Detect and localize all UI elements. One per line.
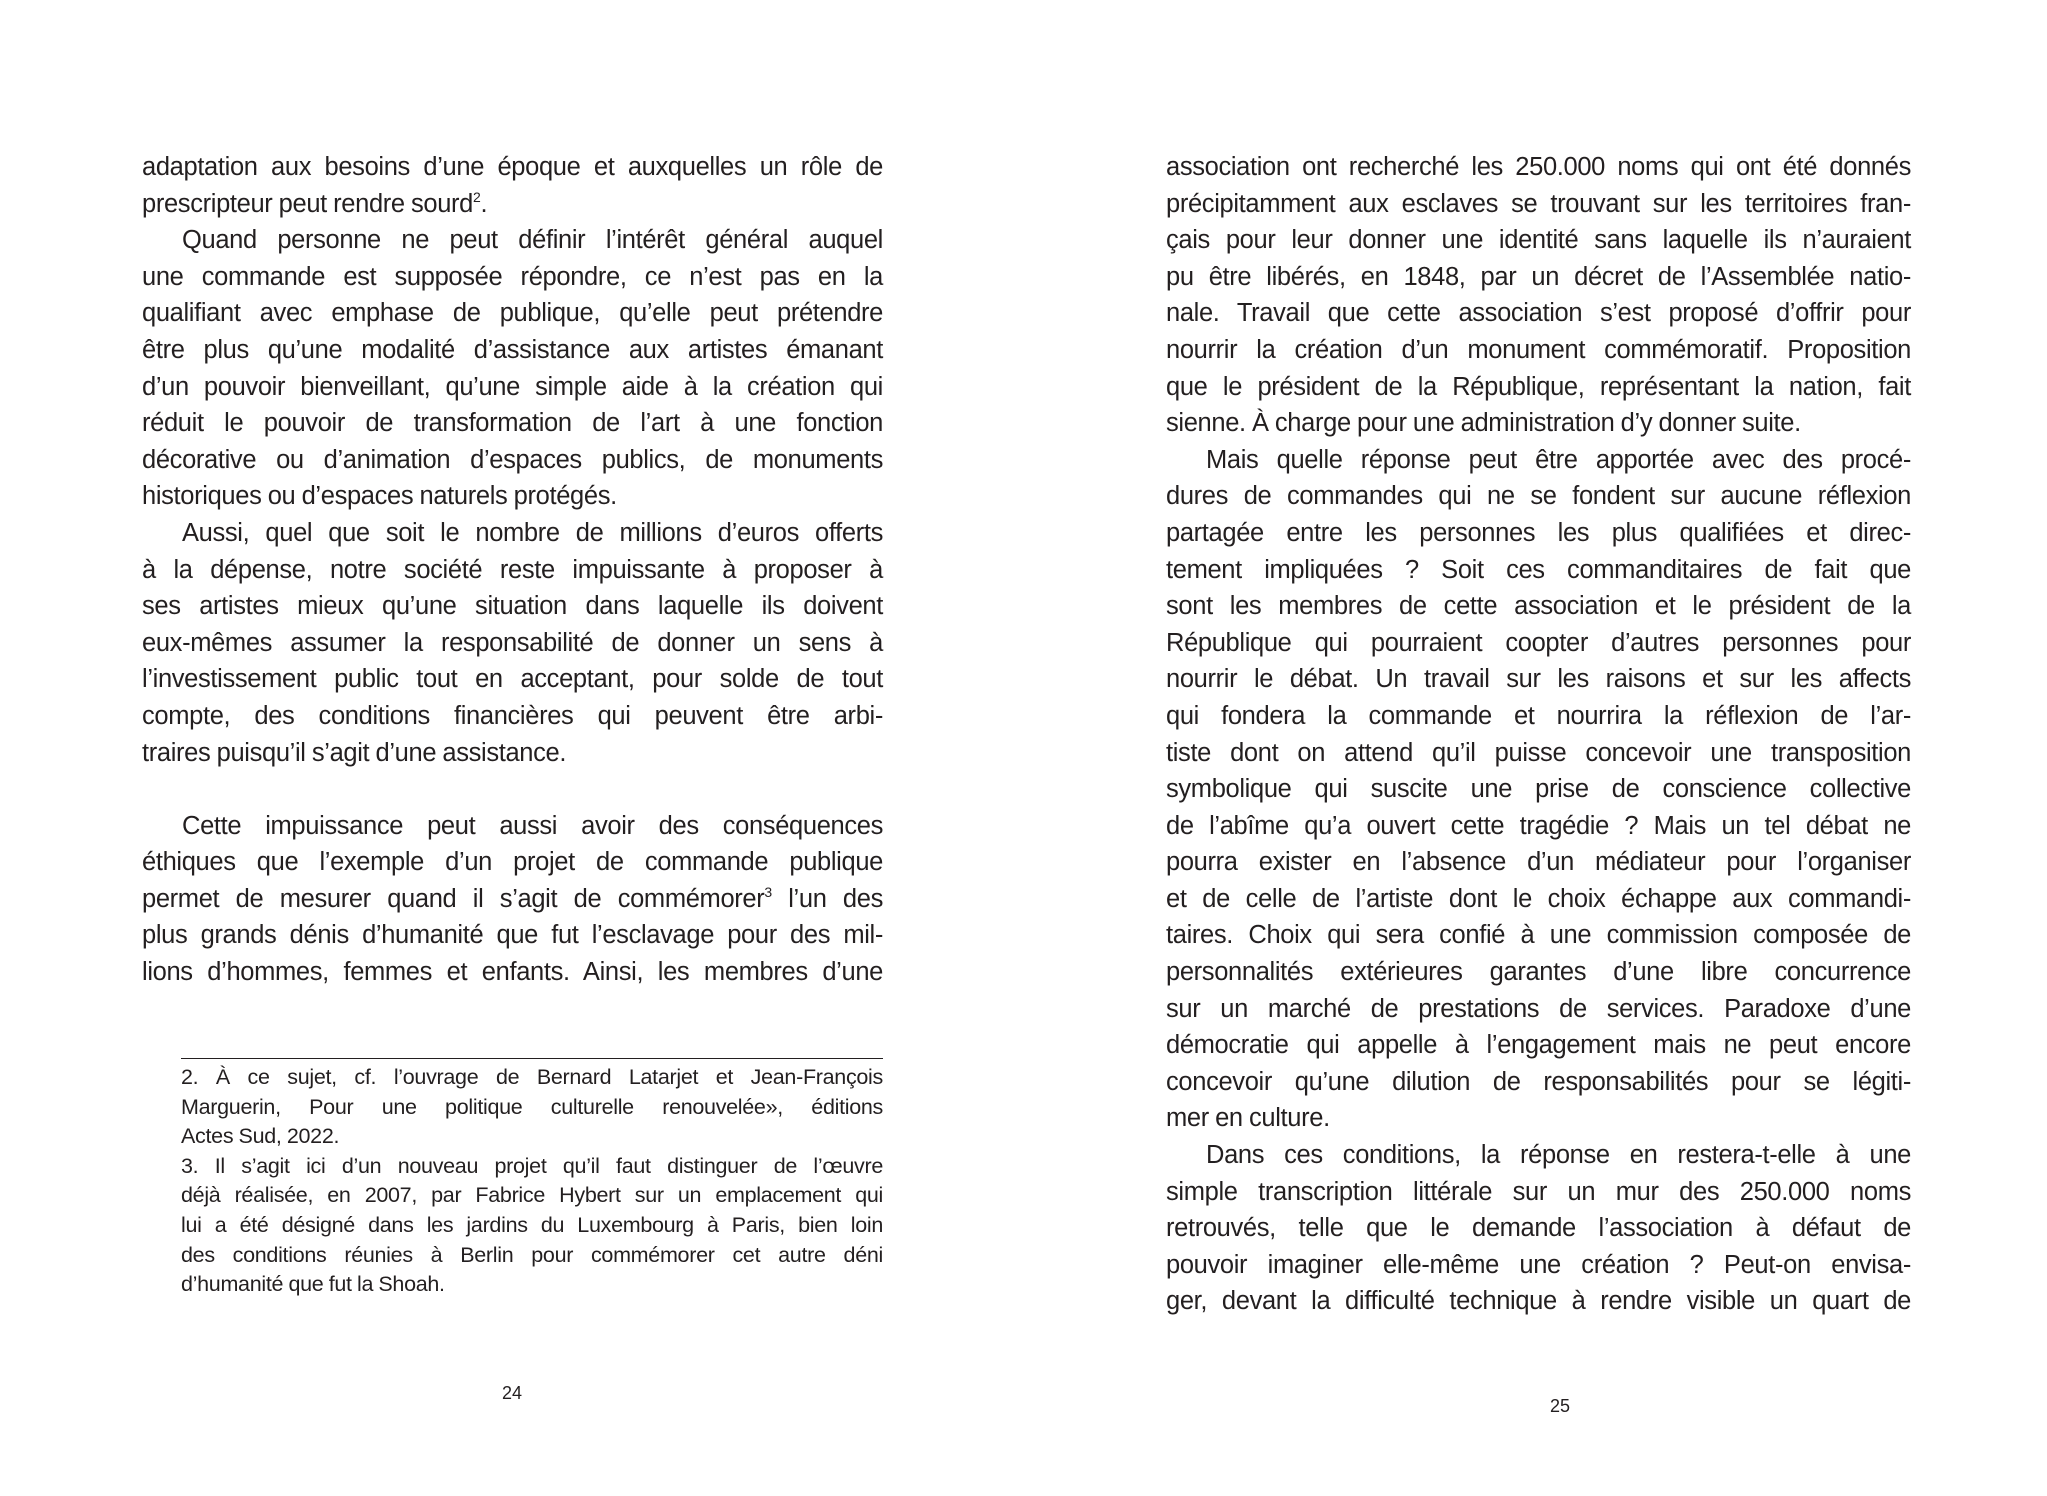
paragraph — [142, 808, 883, 991]
text-line: historiques ou d’espaces naturels protégés. — [142, 482, 617, 511]
text-line: pu être libérés, en 1848, par un décret de l’Assemblée natio- — [1166, 262, 1911, 291]
text-line: Quand personne ne peut définir l’intérêt général auquel — [182, 226, 883, 255]
text-line: de l’abîme qu’a ouvert cette tragédie ? Mais un tel débat ne — [1166, 811, 1911, 840]
text-line: sont les membres de cette association et le président de la — [1166, 592, 1911, 621]
text-line: que le président de la République, représentant la nation, fait — [1166, 372, 1911, 401]
footnote-2 — [181, 1063, 883, 1152]
text-line: qualifiant avec emphase de publique, qu’elle peut prétendre — [142, 299, 883, 328]
text-line: nourrir le débat. Un travail sur les raisons et sur les affects — [1166, 665, 1911, 694]
text-line: pouvoir imaginer elle-même une création ? Peut-on envisa- — [1166, 1250, 1911, 1279]
text-line: réduit le pouvoir de transformation de l’art à une fonction — [142, 409, 883, 438]
text-line: une commande est supposée répondre, ce n’est pas en la — [142, 262, 883, 291]
text-span: . — [480, 189, 488, 218]
text-line: République qui pourraient coopter d’autres personnes pour — [1166, 628, 1911, 657]
paragraph — [1166, 149, 1911, 442]
paragraph — [142, 515, 883, 771]
text-line: sienne. À charge pour une administration d’y donner suite. — [1166, 409, 1801, 438]
text-line: nourrir la création d’un monument commémoratif. Proposition — [1166, 335, 1911, 364]
text-line: association ont recherché les 250.000 noms qui ont été donnés — [1166, 153, 1911, 181]
page-number: 25 — [1550, 1396, 1571, 1416]
footnote-line: lui a été désigné dans les jardins du Luxembourg à Paris, bien loin — [181, 1212, 883, 1237]
text-line — [142, 881, 883, 918]
text-line: ses artistes mieux qu’une situation dans laquelle ils doivent — [142, 592, 883, 621]
text-line: personnalités extérieures garantes d’une libre concurrence — [1166, 958, 1911, 987]
footnote-line: Actes Sud, 2022. — [181, 1124, 340, 1149]
text-line: adaptation aux besoins d’une époque et auxquelles un rôle de — [142, 153, 883, 181]
right-page — [1024, 0, 2047, 1496]
footnote-ref[interactable]: 2 — [473, 188, 481, 205]
footnote-line: des conditions réunies à Berlin pour commémorer cet autre déni — [181, 1242, 883, 1267]
text-line: être plus qu’une modalité d’assistance aux artistes émanant — [142, 335, 883, 364]
footnote-line: déjà réalisée, en 2007, par Fabrice Hybert sur un emplacement qui — [181, 1183, 883, 1208]
page-number: 24 — [502, 1383, 523, 1403]
text-line: taires. Choix qui sera confié à une commission composée de — [1166, 921, 1911, 950]
text-line: traires puisqu’il s’agit d’une assistance. — [142, 738, 567, 767]
left-page — [0, 0, 1023, 1496]
text-line: d’un pouvoir bienveillant, qu’une simple aide à la création qui — [142, 372, 883, 401]
footnote-line: Marguerin, Pour une politique culturelle renouvelée», éditions — [181, 1094, 883, 1119]
text-line: précipitamment aux esclaves se trouvant sur les territoires fran- — [1166, 189, 1911, 218]
text-line: concevoir qu’une dilution de responsabilités pour se légiti- — [1166, 1067, 1911, 1096]
footnote-3 — [181, 1152, 883, 1300]
footnote-line: d’humanité que fut la Shoah. — [181, 1272, 445, 1297]
text-span: permet de mesurer quand il s’agit de commémorer — [142, 884, 765, 913]
text-line: plus grands dénis d’humanité que fut l’esclavage pour des mil- — [142, 921, 883, 950]
footnote-line: 3. Il s’agit ici d’un nouveau projet qu’il faut distinguer de l’œuvre — [181, 1153, 883, 1178]
text-line: tiste dont on attend qu’il puisse concevoir une transposition — [1166, 738, 1911, 767]
text-line: qui fondera la commande et nourrira la réflexion de l’ar- — [1166, 701, 1911, 730]
text-line: retrouvés, telle que le demande l’association à défaut de — [1166, 1214, 1911, 1243]
text-line: ger, devant la difficulté technique à rendre visible un quart de — [1166, 1287, 1911, 1316]
paragraph — [1166, 442, 1911, 1137]
text-line: et de celle de l’artiste dont le choix échappe aux commandi- — [1166, 884, 1911, 913]
footnote-ref[interactable]: 3 — [764, 883, 772, 900]
text-line: décorative ou d’animation d’espaces publics, de monuments — [142, 445, 883, 474]
paragraph — [142, 149, 883, 222]
text-span: l’un des — [771, 884, 883, 913]
text-line: éthiques que l’exemple d’un projet de commande publique — [142, 848, 883, 877]
text-line: lions d’hommes, femmes et enfants. Ainsi, les membres d’une — [142, 958, 883, 987]
text-line: pourra exister en l’absence d’un médiateur pour l’organiser — [1166, 848, 1911, 877]
right-page-body — [1166, 149, 1911, 1320]
footnotes — [181, 1058, 883, 1300]
text-line: l’investissement public tout en acceptant, pour solde de tout — [142, 665, 883, 694]
text-line: tement impliquées ? Soit ces commanditaires de fait que — [1166, 555, 1911, 584]
text-line — [142, 186, 883, 223]
paragraph — [142, 222, 883, 515]
text-line: Cette impuissance peut aussi avoir des conséquences — [182, 811, 883, 840]
text-line: mer en culture. — [1166, 1104, 1330, 1133]
paragraph — [1166, 1137, 1911, 1320]
text-line: symbolique qui suscite une prise de conscience collective — [1166, 775, 1911, 804]
text-line: Dans ces conditions, la réponse en restera-t-elle à une — [1206, 1141, 1911, 1170]
left-page-body — [142, 149, 883, 991]
text-line: sur un marché de prestations de services. Paradoxe d’une — [1166, 994, 1911, 1023]
text-span: prescripteur peut rendre sourd — [142, 189, 474, 218]
text-line: partagée entre les personnes les plus qualifiées et direc- — [1166, 518, 1911, 547]
text-line: à la dépense, notre société reste impuissante à proposer à — [142, 555, 883, 584]
text-line: nale. Travail que cette association s’est proposé d’offrir pour — [1166, 299, 1911, 328]
text-line: çais pour leur donner une identité sans laquelle ils n’auraient — [1166, 226, 1911, 255]
text-line: compte, des conditions financières qui peuvent être arbi- — [142, 701, 883, 730]
text-line: simple transcription littérale sur un mur des 250.000 noms — [1166, 1177, 1911, 1206]
text-line: dures de commandes qui ne se fondent sur aucune réflexion — [1166, 482, 1911, 511]
text-line: démocratie qui appelle à l’engagement mais ne peut encore — [1166, 1031, 1911, 1060]
text-line: Aussi, quel que soit le nombre de millions d’euros offerts — [182, 518, 883, 547]
text-line: Mais quelle réponse peut être apportée avec des procé- — [1206, 445, 1911, 474]
section-break — [142, 771, 883, 808]
footnote-line: 2. À ce sujet, cf. l’ouvrage de Bernard Latarjet et Jean-François — [181, 1065, 883, 1089]
text-line: eux-mêmes assumer la responsabilité de donner un sens à — [142, 628, 883, 657]
footnote-divider — [181, 1058, 883, 1059]
